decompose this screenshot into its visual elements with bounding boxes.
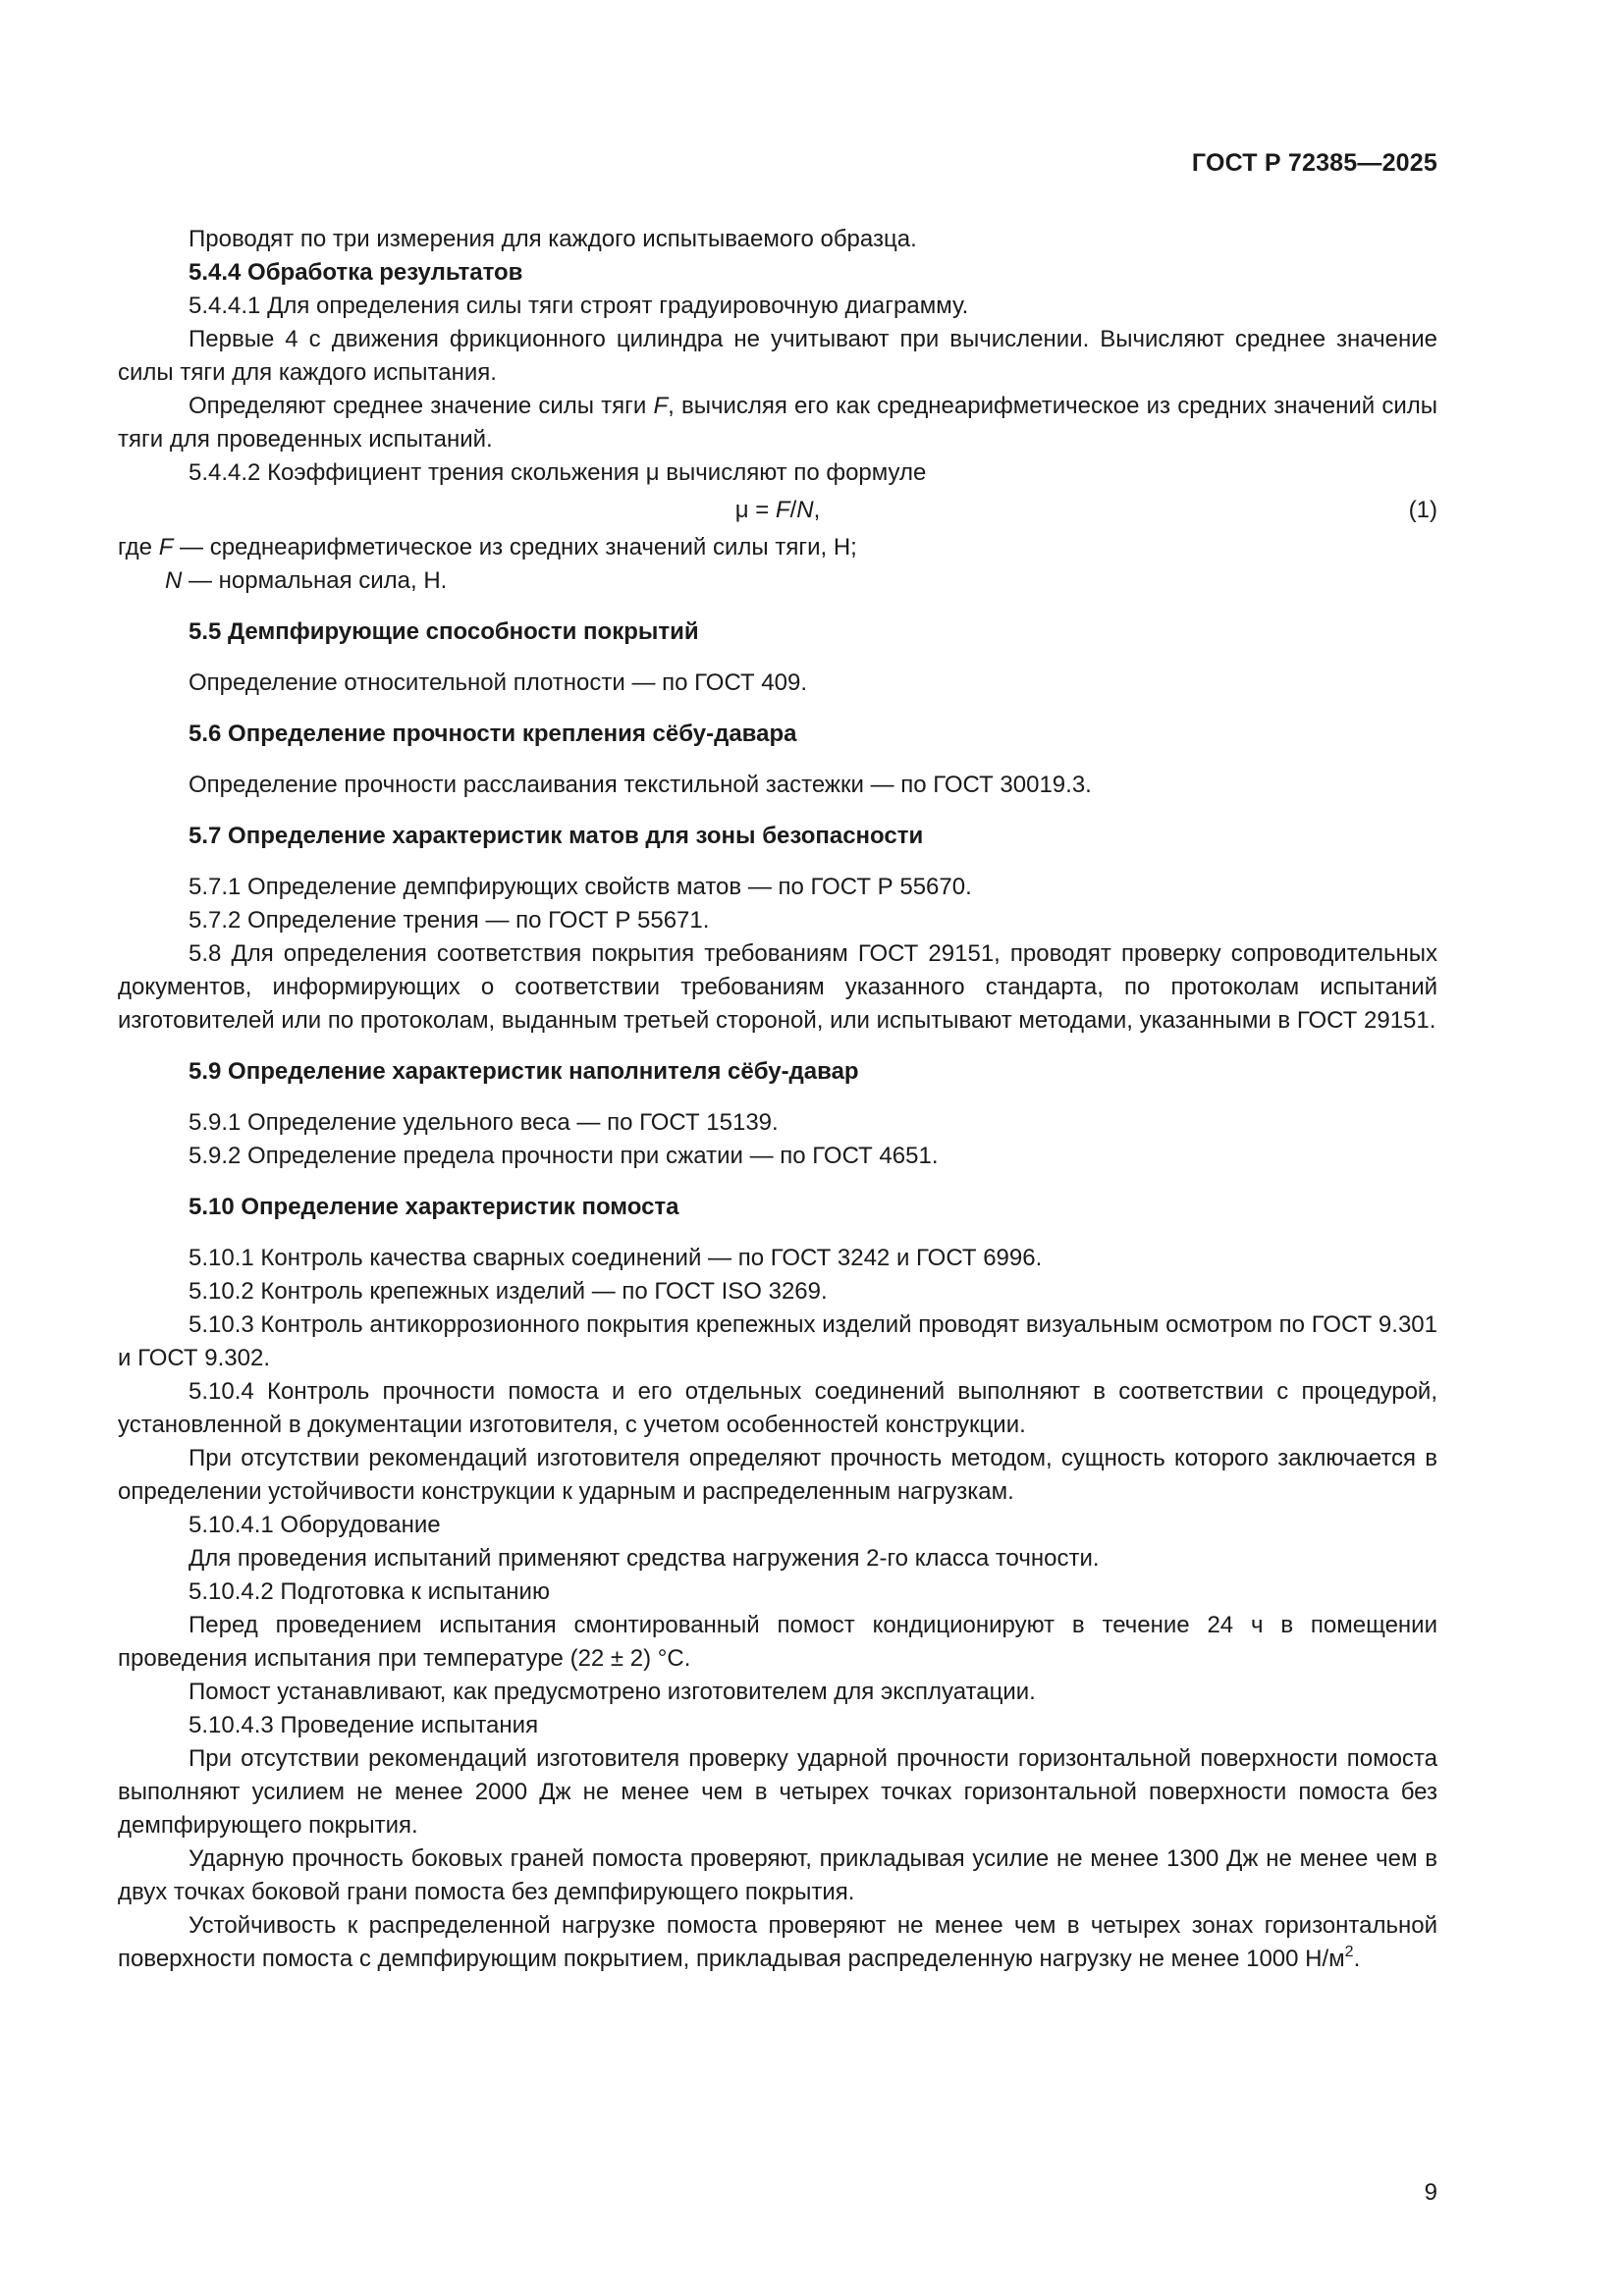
formula-end: , [813,497,821,523]
paragraph: Определение прочности расслаивания текстильной застежки — по ГОСТ 30019.3. [189,772,1092,798]
text-run: где [118,534,159,561]
paragraph: При отсутствии рекомендаций изготовителя проверку ударной прочности горизонтальной поверхности помоста выполняют усилием не менее 2000 Дж не менее чем в четырех точках горизонтальной поверхности помоста без демпфирующего покрытия. [118,1745,1437,1839]
superscript: 2 [1344,1944,1354,1960]
paragraph [118,1909,1437,1976]
paragraph-5-9-1: 5.9.1 Определение удельного веса — по ГОСТ 15139. [189,1109,779,1136]
symbol-N: N [165,567,183,594]
paragraph: При отсутствии рекомендаций изготовителя определяют прочность методом, сущность которого заключается в определении устойчивости конструкции к ударным и распределенным нагрузкам. [118,1445,1437,1505]
paragraph-5-10-3: 5.10.3 Контроль антикоррозионного покрытия крепежных изделий проводят визуальным осмотром по ГОСТ 9.301 и ГОСТ 9.302. [118,1311,1437,1371]
paragraph-5-10-4-3: 5.10.4.3 Проведение испытания [189,1712,539,1738]
document-body [118,223,1437,1976]
page-number: 9 [1424,2179,1437,2206]
paragraph-5-4-4-1: 5.4.4.1 Для определения силы тяги строят градуировочную диаграмму. [189,293,969,319]
formula-N: N [796,497,814,523]
text-run: , вычисляя его как среднеарифметическое из средних значений силы тяги для проведенных испытаний. [118,393,1437,453]
section-heading-5-7: 5.7 Определение характеристик матов для зоны безопасности [189,823,924,849]
section-heading-5-6: 5.6 Определение прочности крепления сёбу-давара [189,721,797,747]
document-page [118,0,1437,2296]
paragraph: Перед проведением испытания смонтированный помост кондиционируют в течение 24 ч в помещении проведения испытания при температуре (22 ± 2) °С. [118,1612,1437,1672]
paragraph: Проводят по три измерения для каждого испытываемого образца. [189,226,917,252]
paragraph: Для проведения испытаний применяют средства нагружения 2-го класса точности. [189,1545,1100,1572]
symbol-F: F [653,393,669,419]
paragraph [118,390,1437,456]
formula-number: (1) [1408,497,1437,523]
paragraph-5-10-2: 5.10.2 Контроль крепежных изделий — по ГОСТ ISO 3269. [189,1278,828,1305]
paragraph-5-4-4-2: 5.4.4.2 Коэффициент трения скольжения μ вычисляют по формуле [189,459,927,486]
formula-row [118,494,1437,527]
paragraph-5-10-4-2: 5.10.4.2 Подготовка к испытанию [189,1578,550,1605]
paragraph: Определение относительной плотности — по ГОСТ 409. [189,669,808,696]
paragraph: Помост устанавливают, как предусмотрено изготовителем для эксплуатации. [189,1679,1036,1705]
document-header: ГОСТ Р 72385—2025 [1191,149,1437,177]
paragraph: Первые 4 с движения фрикционного цилиндра не учитывают при вычислении. Вычисляют среднее значение силы тяги для каждого испытания. [118,326,1437,386]
text-run: — среднеарифметическое из средних значений силы тяги, Н; [173,534,857,561]
section-heading-5-9: 5.9 Определение характеристик наполнителя сёбу-давар [189,1058,859,1085]
paragraph-5-10-4-1: 5.10.4.1 Оборудование [189,1512,441,1538]
paragraph-5-8: 5.8 Для определения соответствия покрытия требованиям ГОСТ 29151, проводят проверку сопроводительных документов, информирующих о соответствии требованиям указанного стандарта, по протоколам испытаний изготовителей или по протоколам, выданным третьей стороной, или испытывают методами, указанными в ГОСТ 29151. [118,940,1437,1034]
section-heading-5-5: 5.5 Демпфирующие способности покрытий [189,618,699,645]
symbol-F: F [158,534,174,561]
section-heading-5-10: 5.10 Определение характеристик помоста [189,1194,679,1220]
paragraph: Ударную прочность боковых граней помоста проверяют, прикладывая усилие не менее 1300 Дж не менее чем в двух точках боковой грани помоста без демпфирующего покрытия. [118,1845,1437,1905]
formula-slash: / [789,497,797,523]
text-run: Устойчивость к распределенной нагрузке помоста проверяют не менее чем в четырех зонах горизонтальной поверхности помоста с демпфирующим покрытием, прикладывая распределенную нагрузку не менее 1000 Н/м [118,1912,1437,1972]
paragraph-5-7-2: 5.7.2 Определение трения — по ГОСТ Р 55671. [189,907,710,934]
subsection-heading-5-4-4: 5.4.4 Обработка результатов [189,259,523,286]
paragraph-5-10-1: 5.10.1 Контроль качества сварных соединений — по ГОСТ 3242 и ГОСТ 6996. [189,1245,1043,1271]
formula-part: μ = [734,497,776,523]
formula [118,494,1437,527]
paragraph-5-7-1: 5.7.1 Определение демпфирующих свойств матов — по ГОСТ Р 55670. [189,874,972,900]
formula-definition-F [118,531,1437,564]
paragraph-5-10-4: 5.10.4 Контроль прочности помоста и его отдельных соединений выполняют в соответствии с процедурой, установленной в документации изготовителя, с учетом особенностей конструкции. [118,1378,1437,1438]
text-run: . [1353,1946,1361,1972]
formula-definition-N [118,564,1437,598]
text-run: Определяют среднее значение силы тяги [189,393,654,419]
paragraph-5-9-2: 5.9.2 Определение предела прочности при сжатии — по ГОСТ 4651. [189,1143,939,1169]
formula-F: F [775,497,790,523]
text-run: — нормальная сила, Н. [182,567,448,594]
